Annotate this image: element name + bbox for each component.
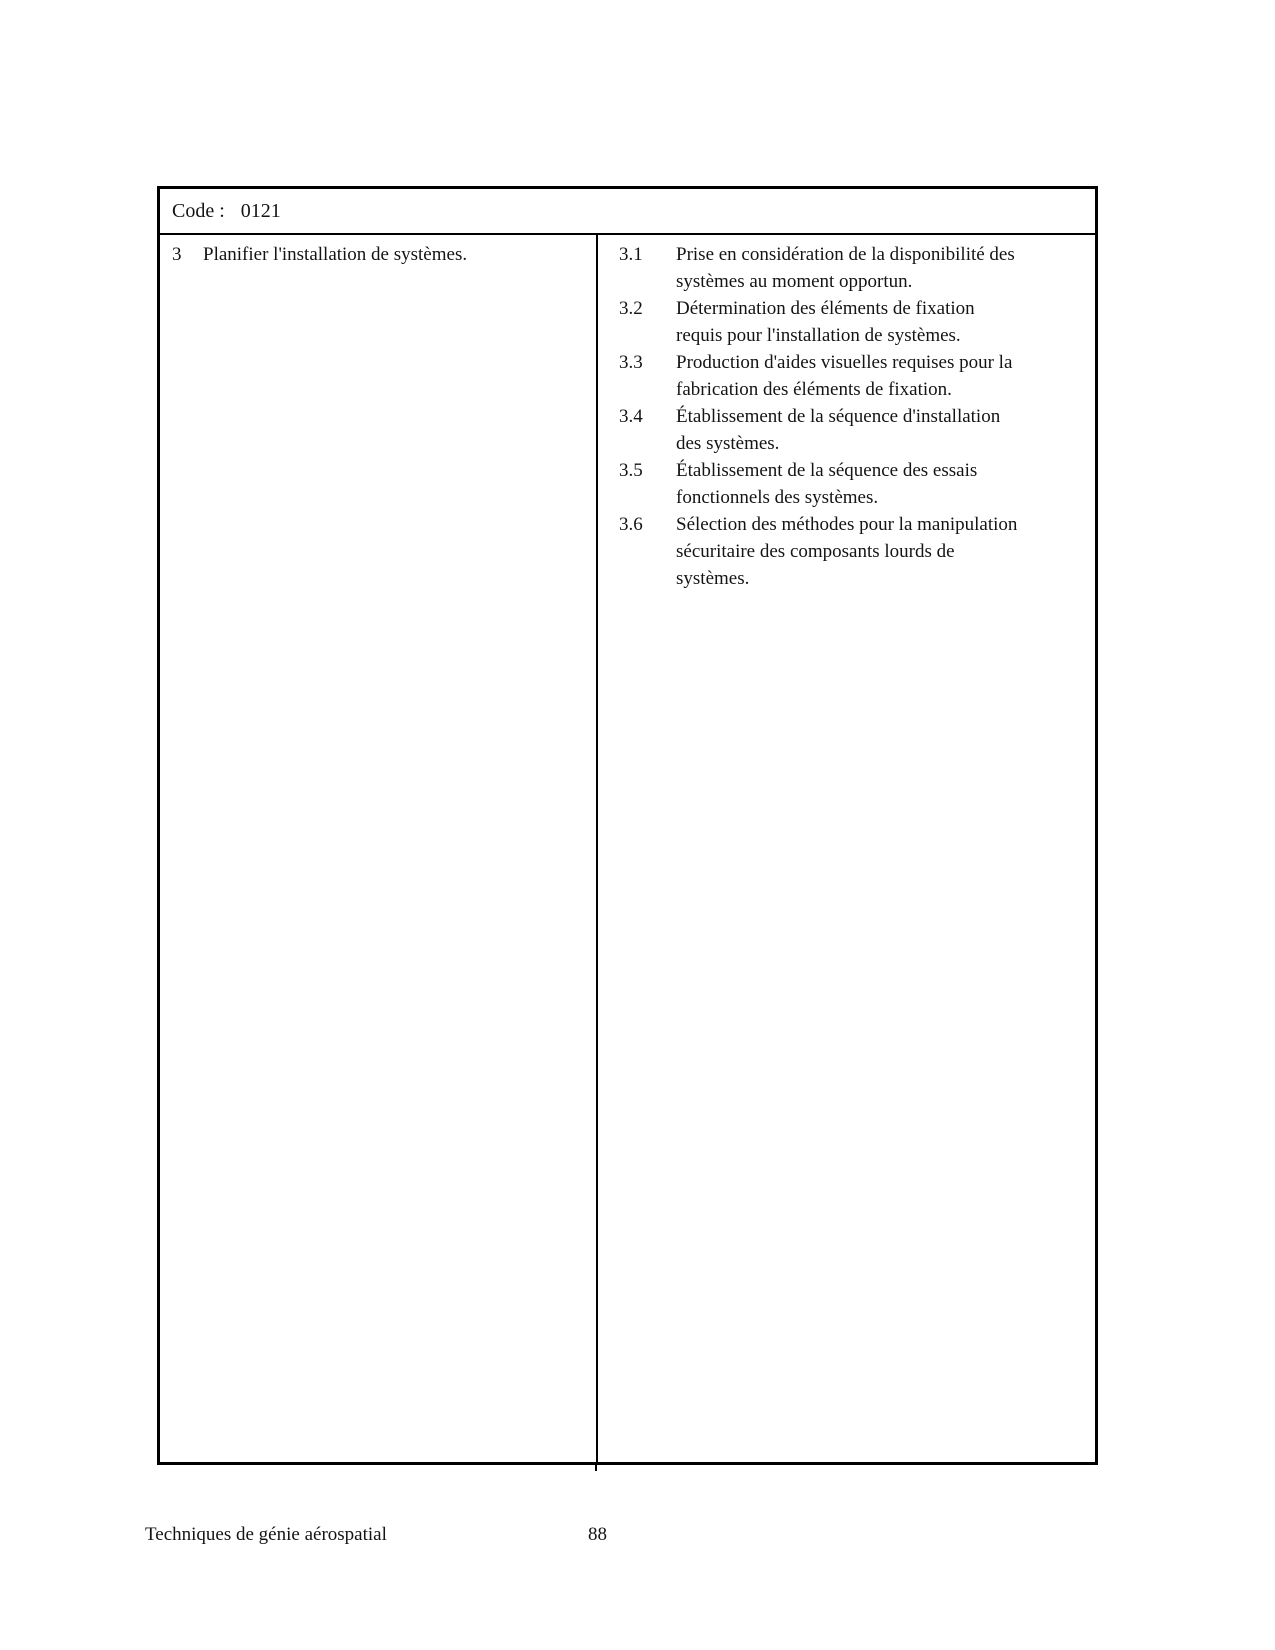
objective-number: 3.1 — [619, 244, 643, 265]
objective-item — [598, 349, 1095, 403]
objective-number: 3.3 — [619, 352, 643, 373]
objectives-list — [598, 241, 1095, 592]
footer-title: Techniques de génie aérospatial — [145, 1524, 387, 1545]
objective-item — [598, 403, 1095, 457]
task-cell — [160, 235, 598, 1462]
code-header-row — [160, 189, 1095, 235]
objective-text: Détermination des éléments de fixation requis pour l'installation de systèmes. — [676, 298, 975, 346]
objective-item — [598, 511, 1095, 592]
code-label: Code : — [172, 200, 225, 222]
objective-item — [598, 457, 1095, 511]
objective-number: 3.2 — [619, 298, 643, 319]
objective-text: Sélection des méthodes pour la manipulation sécuritaire des composants lourds de systèmes. — [676, 514, 1018, 589]
objective-text: Établissement de la séquence d'installation des systèmes. — [676, 406, 1001, 454]
task-number: 3 — [172, 244, 182, 265]
objective-number: 3.4 — [619, 406, 643, 427]
objectives-cell — [598, 235, 1095, 1462]
objective-text: Production d'aides visuelles requises pour la fabrication des éléments de fixation. — [676, 352, 1013, 400]
task-title: Planifier l'installation de systèmes. — [203, 244, 468, 265]
objective-text: Établissement de la séquence des essais fonctionnels des systèmes. — [676, 460, 978, 508]
objective-item — [598, 241, 1095, 295]
page-number: 88 — [588, 1524, 607, 1545]
table-body-row — [160, 235, 1095, 1462]
column-divider-tick — [595, 1462, 597, 1471]
objective-number: 3.5 — [619, 460, 643, 481]
code-value: 0121 — [240, 200, 281, 222]
objective-text: Prise en considération de la disponibilité des systèmes au moment opportun. — [676, 244, 1015, 292]
objective-number: 3.6 — [619, 514, 643, 535]
objective-item — [598, 295, 1095, 349]
content-table — [157, 186, 1098, 1465]
